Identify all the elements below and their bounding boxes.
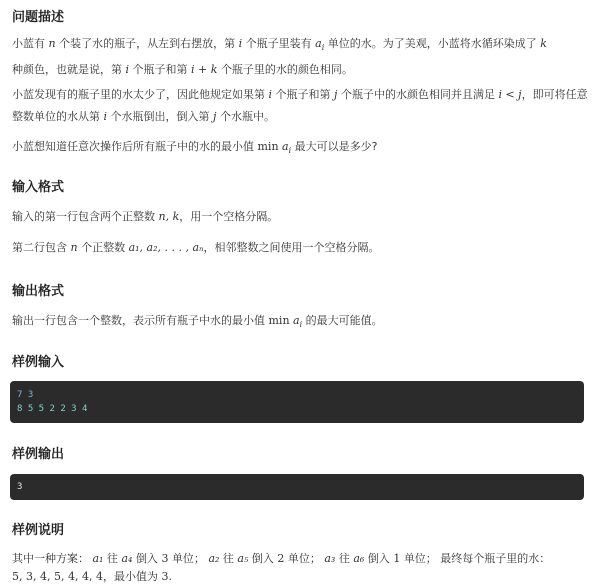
problem-paragraph-1: 小蓝有 n 个装了水的瓶子，从左到右摆放，第 i 个瓶子里装有 $a_i$ 单位的水。为了美观，小蓝将水循环染成了 k 种颜色，也就是说，第 i 个瓶子和第 i + k 个瓶子里的水的颜色相同。	[12, 37, 547, 77]
output-format-line-1: 输出一行包含一个整数，表示所有瓶子中水的最小值 $\min a_i$ 的最大可能值。	[12, 314, 383, 330]
sample-input-code-block	[10, 381, 584, 423]
section-title-input: 输入格式	[12, 180, 65, 195]
sample-output-code-block	[10, 474, 584, 500]
section-title-sample-output: 样例输出	[12, 447, 65, 462]
sample-explanation-paragraph: 其中一种方案： a₁ 往 a₄ 倒入 3 单位； a₂ 往 a₅ 倒入 2 单位； a₃ 往 a₆ 倒入 1 单位； 最终每个瓶子里的水： 5, 3, 4, 5, 4, 4, 4，最小值为 3.	[12, 552, 551, 583]
sample-input-line-2: 8 5 5 2 2 3 4	[17, 404, 88, 414]
section-title-output: 输出格式	[12, 284, 65, 299]
sample-output-line-1: 3	[17, 482, 23, 492]
section-title-sample-input: 样例输入	[12, 355, 65, 370]
input-format-line-2: 第二行包含 n 个正整数 a₁, a₂, . . . , aₙ，相邻整数之间使用一个空格分隔。	[12, 241, 380, 254]
sample-input-line-1: 7 3	[17, 390, 34, 400]
problem-paragraph-2: 小蓝发现有的瓶子里的水太少了，因此他规定如果第 i 个瓶子和第 j 个瓶子中的水颜色相同并且满足 i < j，即可将任意整数单位的水从第 i 个水瓶倒出，倒入第 j 个水瓶中。	[12, 88, 588, 123]
input-format-line-1: 输入的第一行包含两个正整数 n, k，用一个空格分隔。	[12, 210, 279, 223]
problem-paragraph-3: 小蓝想知道任意次操作后所有瓶子中的水的最小值 $\min a_i$ 最大可以是多少?	[12, 140, 378, 156]
section-title-problem: 问题描述	[12, 10, 65, 25]
section-title-sample-explanation: 样例说明	[12, 523, 65, 538]
